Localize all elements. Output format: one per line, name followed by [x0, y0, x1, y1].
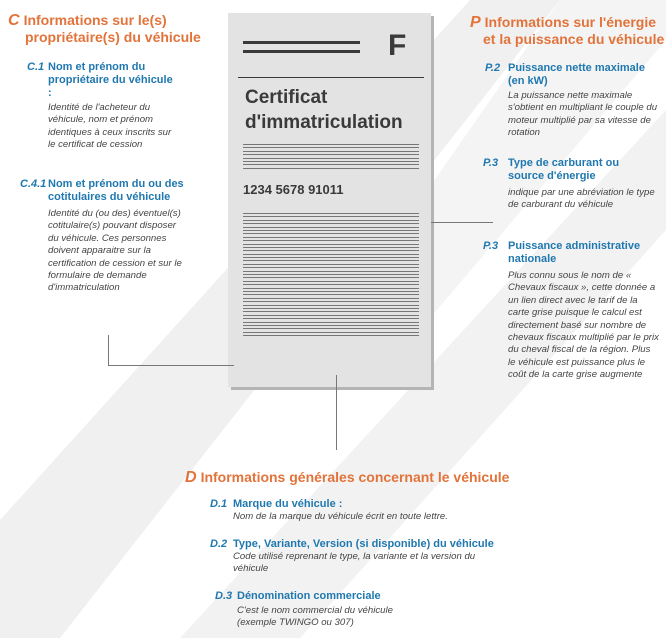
header-line [243, 41, 360, 44]
header-line [243, 50, 360, 53]
connector-c [108, 365, 234, 366]
item-c1: C.1 Nom et prénom du propriétaire du véhicule : Identité de l'acheteur du véhicule, nom et prénom identiques à ceux inscrits sur le certificat de cession [27, 61, 173, 151]
section-p-heading: P Informations sur l'énergie et la puissance du véhicule [470, 14, 665, 47]
document-title-line2: d'immatriculation [245, 112, 403, 133]
item-p2: P.2 Puissance nette maximale (en kW) La puissance nette maximale s'obtient en multipliant le couple du moteur multiplié par sa vitesse de rotation [485, 62, 658, 139]
text-lines [243, 213, 419, 338]
item-d2: D.2 Type, Variante, Version (si disponible) du véhicule Code utilisé reprenant le type, la variante et la version du véhicule [210, 538, 494, 575]
connector-p [431, 222, 493, 223]
section-d-heading: D Informations générales concernant le véhicule [185, 469, 510, 486]
connector-d [336, 375, 337, 450]
item-p3-power: P.3 Puissance administrative nationale Plus connu sous le nom de « Chevaux fiscaux », cette donnée a un lien direct avec le tarif de la carte grise puisque le calcul est directement basé sur nombre de chevaux fiscaux multiplié par le prix du cheval fiscal de la région. Plus le véhicule est puissance plus le coût de la carte grise augmente [483, 240, 659, 381]
registration-certificate-illustration [228, 13, 431, 387]
item-c41: C.4.1 Nom et prénom du ou des cotitulaires du véhicule Identité du (ou des) éventuel(s) cotitulaire(s) pouvant disposer du véhicule. Ces personnes doivent apparaitre sur la certification de cession et sur le formulaire de demande d'immatriculation [20, 178, 184, 294]
item-p3-fuel: P.3 Type de carburant ou source d'énergie indique par une abréviation le type de carburant du véhicule [483, 157, 655, 211]
country-letter: F [388, 29, 407, 62]
connector-c [108, 335, 109, 365]
item-d3: D.3 Dénomination commerciale C'est le nom commercial du véhicule (exemple TWINGO ou 307) [215, 590, 393, 629]
divider [238, 77, 424, 78]
section-c-heading: C Informations sur le(s) propriétaire(s) du véhicule [8, 12, 201, 45]
item-d1: D.1 Marque du véhicule : Nom de la marque du véhicule écrit en toute lettre. [210, 498, 448, 522]
document-title-line1: Certificat [245, 87, 328, 108]
registration-number: 1234 5678 91011 [243, 182, 344, 197]
text-lines [243, 144, 419, 171]
